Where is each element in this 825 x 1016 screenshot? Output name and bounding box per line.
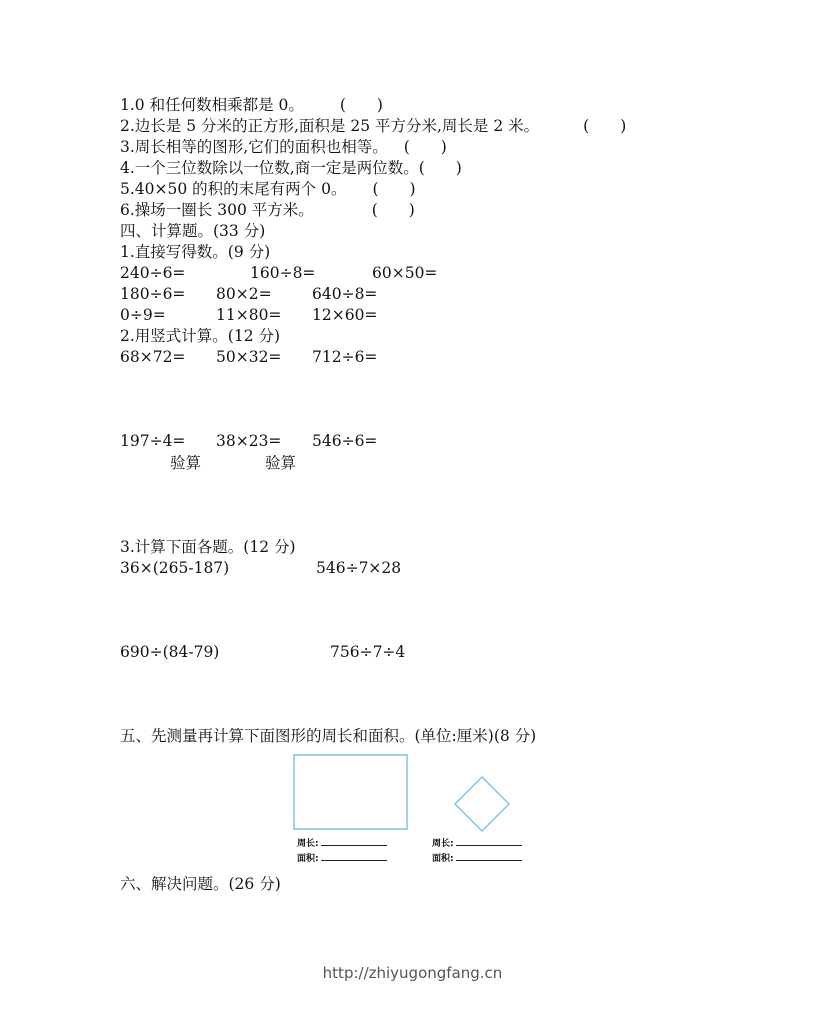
section-4-title: 四、计算题。(33 分) [120,222,266,240]
oral-calc: 0÷9= [120,306,166,324]
footer-url: http://zhiyugongfang.cn [322,964,503,982]
perimeter-label-1: 周长: [297,836,387,849]
judge-item-3: 3.周长相等的图形,它们的面积也相等。 ( ) [120,138,447,156]
mixed-calc: 756÷7÷4 [330,643,406,661]
area-label-1: 面积: [297,851,387,864]
answer-paren[interactable]: ( ) [339,96,383,114]
check-label: 验算 [265,454,297,472]
oral-calc: 11×80= [216,306,282,324]
oral-calc: 12×60= [312,306,378,324]
area-label-2: 面积: [432,851,522,864]
judge-item-4: 4.一个三位数除以一位数,商一定是两位数。( ) [120,159,462,177]
answer-blank[interactable] [456,836,522,846]
rectangle-shape [294,755,407,829]
oral-calc: 80×2= [216,285,272,303]
oral-calc: 240÷6= [120,264,186,282]
vertical-calc: 197÷4= [120,432,186,450]
section-5-title: 五、先测量再计算下面图形的周长和面积。(单位:厘米)(8 分) [120,727,537,745]
mixed-calc: 36×(265-187) [120,559,230,577]
oral-calc: 640÷8= [312,285,378,303]
oral-calc: 60×50= [372,264,438,282]
judge-item-5: 5.40×50 的积的末尾有两个 0。 ( ) [120,180,416,198]
oral-calc: 180÷6= [120,285,186,303]
mixed-calc: 546÷7×28 [316,559,402,577]
oral-calc: 160÷8= [250,264,316,282]
part-2-title: 2.用竖式计算。(12 分) [120,327,281,345]
answer-blank[interactable] [456,851,522,861]
vertical-calc: 546÷6= [312,432,378,450]
judge-item-6: 6.操场一圈长 300 平方米。 ( ) [120,201,415,219]
perimeter-label-2: 周长: [432,836,522,849]
part-1-title: 1.直接写得数。(9 分) [120,243,271,261]
answer-paren[interactable]: ( ) [371,201,415,219]
answer-paren[interactable]: ( ) [583,117,627,135]
answer-paren[interactable]: ( ) [403,138,447,156]
vertical-calc: 712÷6= [312,348,378,366]
vertical-calc: 38×23= [216,432,282,450]
mixed-calc: 690÷(84-79) [120,643,220,661]
part-3-title: 3.计算下面各题。(12 分) [120,538,296,556]
vertical-calc: 50×32= [216,348,282,366]
judge-item-1: 1.0 和任何数相乘都是 0。 ( ) [120,96,383,114]
check-label: 验算 [170,454,202,472]
vertical-calc: 68×72= [120,348,186,366]
rotated-square-shape [455,777,509,831]
judge-item-2: 2.边长是 5 分米的正方形,面积是 25 平方分米,周长是 2 米。 ( ) [120,117,627,135]
answer-paren[interactable]: ( ) [372,180,416,198]
answer-blank[interactable] [321,851,387,861]
answer-blank[interactable] [321,836,387,846]
section-6-title: 六、解决问题。(26 分) [120,875,281,893]
